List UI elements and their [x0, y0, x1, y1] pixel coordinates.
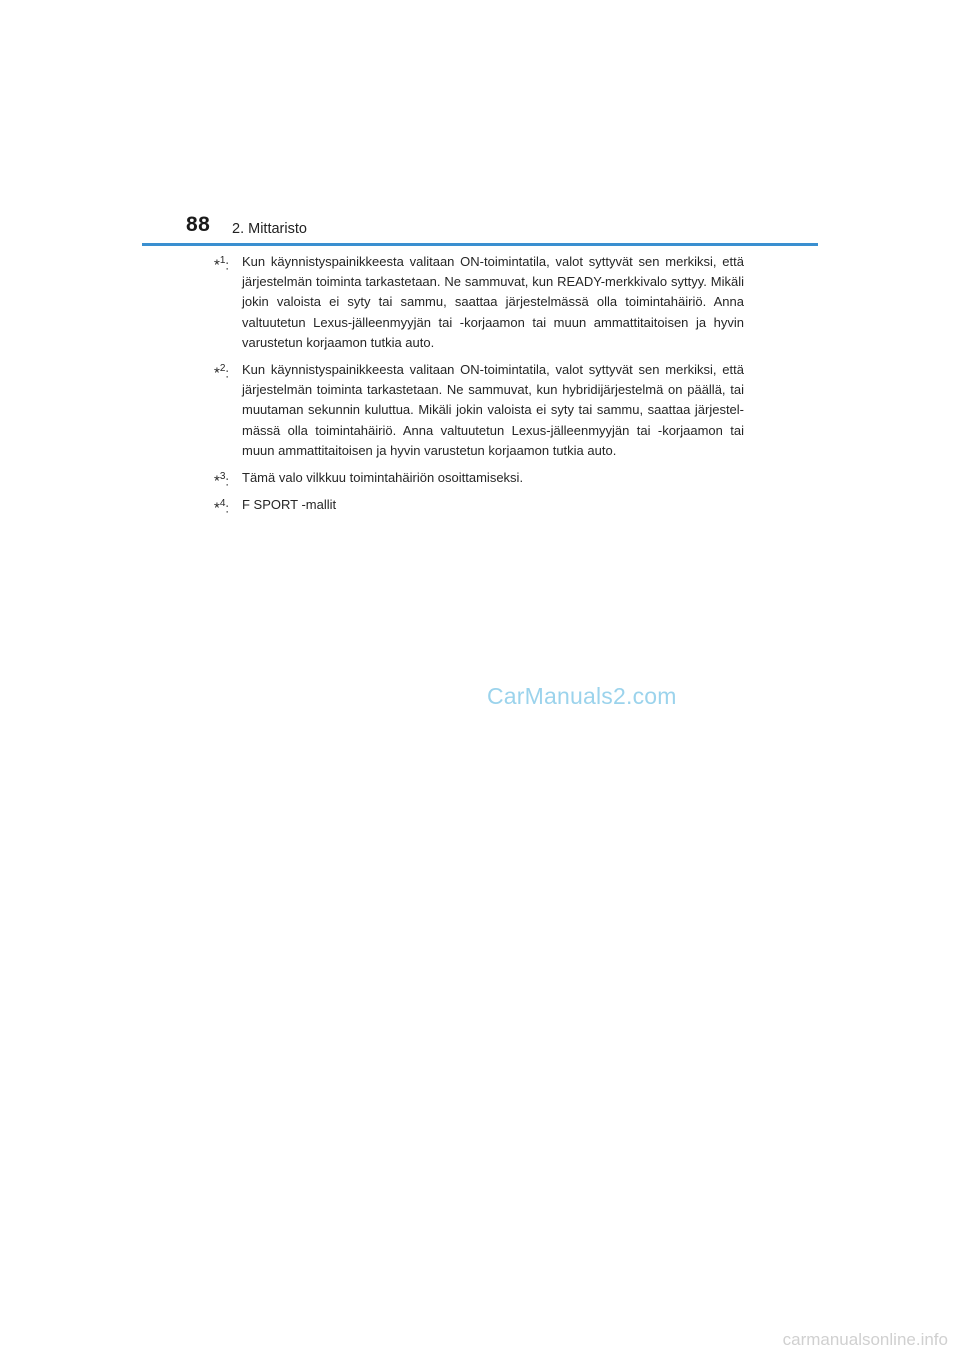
- footnote-text: Kun käynnistyspainikkeesta valitaan ON-toimintatila, valot syttyvät sen merkiksi, että järjestelmän toiminta tarkastetaan. Ne sammuvat, kun READY-merkkivalo syttyy. Mikäli jokin valoista ei syty tai sammu, saattaa järjestelmässä olla toimintahäiriö. Anna valtuutetun Lexus-jälleenmyyjän tai -korjaamon tai muun ammattitaitoisen ja hyvin varustetun korjaamon tutkia auto.: [242, 254, 744, 350]
- footnote-marker: *$^3$:: [214, 471, 230, 490]
- header-rule: [142, 243, 818, 246]
- footnote-item: [214, 468, 744, 488]
- page-number: 88: [186, 213, 211, 236]
- footnote-marker: *$^1$:: [214, 255, 230, 274]
- footnote-marker: *$^4$:: [214, 498, 230, 517]
- footnote-list: [214, 252, 744, 522]
- footnote-text: F SPORT -mallit: [242, 497, 337, 513]
- footnote-item: [214, 360, 744, 461]
- watermark-carmanuals2: CarManuals2.com: [487, 683, 677, 709]
- section-title: 2. Mittaristo: [232, 221, 307, 237]
- footnote-marker: *$^2$:: [214, 363, 230, 382]
- footnote-text: Kun käynnistyspainikkeesta valitaan ON-toimintatila, valot syttyvät sen merkiksi, että järjestelmän toiminta tarkastetaan. Ne sammuvat, kun hybridijärjestelmä on päällä, tai muutaman sekunnin kuluttua. Mikäli jokin valoista ei syty tai sammu, saattaa järjestel-mässä olla toimintahäiriö. Anna valtuutetun Lexus-jälleenmyyjän tai -korjaamon tai muun ammattitaitoisen ja hyvin varustetun korjaamon tutkia auto.: [242, 362, 744, 458]
- watermark-carmanualsonline: carmanualsonline.info: [782, 1330, 948, 1349]
- footnote-text: Tämä valo vilkkuu toimintahäiriön osoittamiseksi.: [242, 470, 524, 486]
- footnote-item: [214, 252, 744, 353]
- footnote-item: [214, 495, 744, 515]
